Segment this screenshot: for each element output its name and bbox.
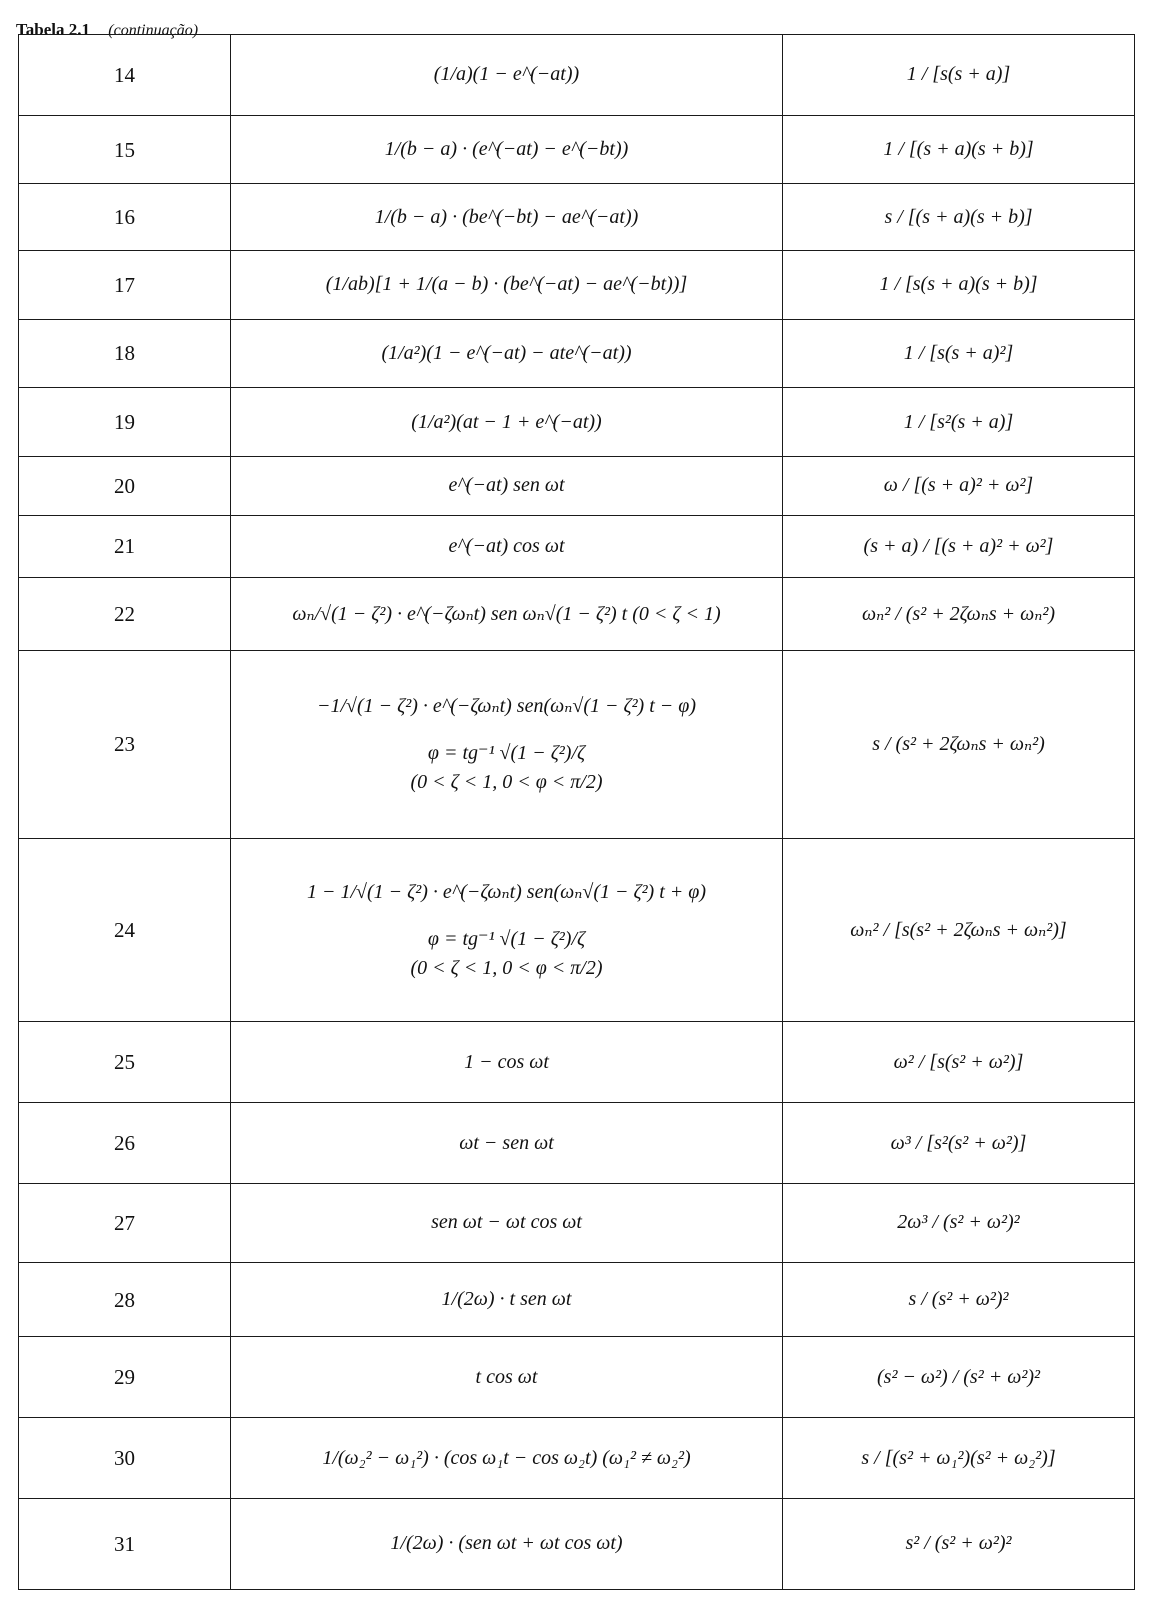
table-row <box>19 578 1135 651</box>
time-function-cell <box>231 578 783 651</box>
time-function: e^(−at) cos ωt <box>448 534 565 557</box>
table-body <box>19 35 1135 1590</box>
table-row <box>19 1022 1135 1103</box>
time-function: sen ωt − ωt cos ωt <box>431 1211 582 1234</box>
laplace-transform-cell <box>783 838 1135 1022</box>
row-number: 15 <box>19 115 231 184</box>
time-function-cell <box>231 35 783 116</box>
condition-text: (0 < ζ < 1, 0 < φ < π/2) <box>410 770 603 793</box>
time-function: (1/a)(1 − e^(−at)) <box>433 63 580 86</box>
time-function: 1/(b − a) · (e^(−at) − e^(−bt)) <box>384 138 629 161</box>
laplace-transform: 1 / [(s + a)(s + b)] <box>883 138 1034 161</box>
time-function-cell <box>231 184 783 251</box>
row-number: 26 <box>19 1103 231 1184</box>
laplace-transform-cell <box>783 1337 1135 1418</box>
laplace-transform-cell <box>783 388 1135 457</box>
laplace-transform-cell <box>783 1103 1135 1184</box>
row-number: 30 <box>19 1418 231 1499</box>
table-row <box>19 1262 1135 1337</box>
time-function: −1/√(1 − ζ²) · e^(−ζωₙt) sen(ωₙ√(1 − ζ²) t − φ) <box>316 694 696 717</box>
laplace-transform: s / [(s + a)(s + b)] <box>884 205 1033 228</box>
laplace-transform: (s + a) / [(s + a)² + ω²] <box>863 534 1054 557</box>
table-row <box>19 838 1135 1022</box>
row-number: 29 <box>19 1337 231 1418</box>
time-function: (1/a²)(1 − e^(−at) − ate^(−at)) <box>381 342 632 365</box>
row-number: 23 <box>19 650 231 838</box>
row-number: 31 <box>19 1498 231 1589</box>
time-function-cell <box>231 251 783 320</box>
table-row <box>19 457 1135 516</box>
time-function: ωt − sen ωt <box>459 1131 554 1154</box>
condition-text: (0 < ζ < 1, 0 < φ < π/2) <box>410 956 603 979</box>
laplace-transform: s / (s² + 2ζωₙs + ωₙ²) <box>872 732 1045 755</box>
laplace-transform-cell <box>783 115 1135 184</box>
table-row <box>19 115 1135 184</box>
table-row <box>19 1103 1135 1184</box>
time-function-cell <box>231 515 783 578</box>
row-number: 14 <box>19 35 231 116</box>
laplace-transform-cell <box>783 515 1135 578</box>
laplace-transform: ωₙ² / [s(s² + 2ζωₙs + ωₙ²)] <box>850 918 1067 941</box>
table-row <box>19 1337 1135 1418</box>
time-function-cell <box>231 650 783 838</box>
time-function-cell <box>231 1498 783 1589</box>
time-function: 1/(ω₂² − ω₁²) · (cos ω₁t − cos ω₂t) (ω₁² ≠ ω₂²) <box>322 1446 691 1469</box>
row-number: 28 <box>19 1262 231 1337</box>
time-function-cell <box>231 388 783 457</box>
time-function-cell <box>231 1262 783 1337</box>
time-function: 1/(b − a) · (be^(−bt) − ae^(−at)) <box>374 205 639 228</box>
laplace-transform-cell <box>783 251 1135 320</box>
row-number: 21 <box>19 515 231 578</box>
table-row <box>19 1183 1135 1262</box>
time-function-cell <box>231 1337 783 1418</box>
row-number: 18 <box>19 319 231 388</box>
laplace-transform-cell <box>783 1022 1135 1103</box>
row-number: 16 <box>19 184 231 251</box>
table-row <box>19 35 1135 116</box>
time-function: 1/(2ω) · t sen ωt <box>441 1288 572 1311</box>
laplace-transform: s² / (s² + ω²)² <box>905 1532 1012 1555</box>
laplace-transform: 1 / [s²(s + a)] <box>903 410 1014 433</box>
table-row <box>19 515 1135 578</box>
time-function: e^(−at) sen ωt <box>448 474 565 497</box>
laplace-transform: ω³ / [s²(s² + ω²)] <box>890 1131 1027 1154</box>
laplace-transform: 1 / [s(s + a)²] <box>903 342 1014 365</box>
laplace-transform-cell <box>783 1418 1135 1499</box>
laplace-transform: ω² / [s(s² + ω²)] <box>893 1050 1024 1073</box>
time-function-cell <box>231 115 783 184</box>
time-function-cell <box>231 457 783 516</box>
laplace-transform: ωₙ² / (s² + 2ζωₙs + ωₙ²) <box>861 602 1056 625</box>
row-number: 24 <box>19 838 231 1022</box>
laplace-transform-cell <box>783 578 1135 651</box>
table-row <box>19 388 1135 457</box>
laplace-transform: 1 / [s(s + a)] <box>906 63 1011 86</box>
time-function-cell <box>231 1103 783 1184</box>
time-function: 1/(2ω) · (sen ωt + ωt cos ωt) <box>390 1532 623 1555</box>
laplace-transform-cell <box>783 457 1135 516</box>
laplace-transform: 2ω³ / (s² + ω²)² <box>897 1211 1020 1234</box>
row-number: 22 <box>19 578 231 651</box>
time-function: 1 − cos ωt <box>464 1050 549 1073</box>
laplace-transform-cell <box>783 319 1135 388</box>
phase-definition: φ = tg⁻¹ √(1 − ζ²)/ζ <box>427 927 586 950</box>
time-function: t cos ωt <box>475 1365 538 1388</box>
laplace-transform: s / (s² + ω²)² <box>908 1288 1009 1311</box>
laplace-transform: s / [(s² + ω₁²)(s² + ω₂²)] <box>861 1446 1056 1469</box>
laplace-transform: (s² − ω²) / (s² + ω²)² <box>877 1365 1040 1388</box>
time-function-cell <box>231 1183 783 1262</box>
laplace-transform: 1 / [s(s + a)(s + b)] <box>879 273 1038 296</box>
row-number: 17 <box>19 251 231 320</box>
time-function-cell <box>231 838 783 1022</box>
table-label: Tabela 2.1 <box>16 20 91 39</box>
time-function-cell <box>231 1022 783 1103</box>
laplace-transform-cell <box>783 1498 1135 1589</box>
time-function: (1/ab)[1 + 1/(a − b) · (be^(−at) − ae^(−bt))] <box>325 273 688 296</box>
laplace-transform-cell <box>783 1183 1135 1262</box>
time-function-cell <box>231 319 783 388</box>
laplace-transform-cell <box>783 184 1135 251</box>
table-row <box>19 184 1135 251</box>
table-row <box>19 1418 1135 1499</box>
table-subtitle: (continuação) <box>108 22 199 39</box>
phase-definition: φ = tg⁻¹ √(1 − ζ²)/ζ <box>427 741 586 764</box>
time-function-cell <box>231 1418 783 1499</box>
row-number: 25 <box>19 1022 231 1103</box>
row-number: 20 <box>19 457 231 516</box>
laplace-transform-table <box>18 34 1135 1590</box>
table-row <box>19 1498 1135 1589</box>
laplace-transform-cell <box>783 35 1135 116</box>
time-function: (1/a²)(at − 1 + e^(−at)) <box>411 410 602 433</box>
row-number: 27 <box>19 1183 231 1262</box>
table-row <box>19 251 1135 320</box>
time-function: 1 − 1/√(1 − ζ²) · e^(−ζωₙt) sen(ωₙ√(1 − ζ²) t + φ) <box>306 880 706 903</box>
table-row <box>19 650 1135 838</box>
laplace-transform: ω / [(s + a)² + ω²] <box>883 474 1034 497</box>
time-function: ωₙ/√(1 − ζ²) · e^(−ζωₙt) sen ωₙ√(1 − ζ²) t (0 < ζ < 1) <box>292 602 721 625</box>
row-number: 19 <box>19 388 231 457</box>
laplace-transform-cell <box>783 1262 1135 1337</box>
laplace-transform-cell <box>783 650 1135 838</box>
table-row <box>19 319 1135 388</box>
